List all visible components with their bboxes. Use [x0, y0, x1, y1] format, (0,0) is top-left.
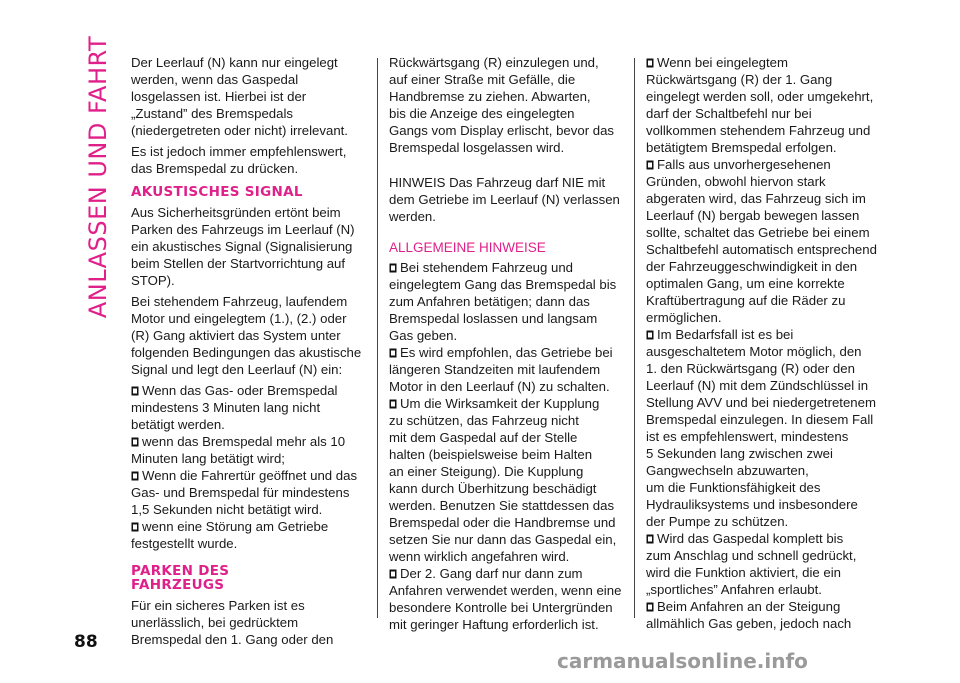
paragraph: Rückwärtsgang (R) einzulegen und, auf einer Straße mit Gefälle, die Handbremse zu ziehen. Abwarten, bis die Anzeige des eingelegten Gangs vom Display erlischt, bevor das Bremspedal losgelassen wird.: [389, 55, 615, 155]
bullet-item: Falls aus unvorhergesehenen Gründen, obwohl hiervon stark abgeraten wird, das Fahrzeug sich im Leerlauf (N) bergab bewegen lassen sollte, schaltet das Getriebe bei einem Schaltbefehl automatisch entsprechend der Fahrzeuggeschwindigkeit in den optimalen Gang, um eine korrekte Kraftübertragung auf die Räder zu ermöglichen.: [646, 157, 877, 325]
column-divider: [377, 58, 378, 618]
bullet-checkbox-icon: [131, 471, 139, 481]
paragraph: Aus Sicherheitsgründen ertönt beim Parken des Fahrzeugs im Leerlauf (N) ein akustisches Signal (Signalisierung beim Stellen der Startvorrichtung auf STOP).: [131, 205, 355, 288]
bullet-item: Wenn das Gas- oder Bremspedal mindestens 3 Minuten lang nicht betätigt werden.: [131, 383, 338, 432]
bullet-item: wenn das Bremspedal mehr als 10 Minuten lang betätigt wird;: [131, 434, 346, 466]
paragraph: Bei stehendem Fahrzeug, laufendem Motor und eingelegtem (1.), (2.) oder (R) Gang aktiviert das System unter folgenden Bedingungen das akustische Signal und legt den Leerlauf (N) ein:: [131, 294, 362, 377]
bullet-item: Es wird empfohlen, das Getriebe bei längeren Standzeiten mit laufendem Motor in den Leerlauf (N) zu schalten.: [389, 345, 613, 394]
bullet-checkbox-icon: [389, 399, 397, 409]
bullet-checkbox-icon: [131, 437, 139, 447]
bullet-checkbox-icon: [389, 348, 397, 358]
text-column-3: [646, 54, 882, 632]
bullet-item: Der 2. Gang darf nur dann zum Anfahren verwendet werden, wenn eine besondere Kontrolle bei Untergründen mit geringer Haftung erforderlich ist.: [389, 566, 622, 632]
text-column-2: [389, 54, 625, 633]
bullet-item: Beim Anfahren an der Steigung allmählich Gas geben, jedoch nach: [646, 599, 852, 631]
bullet-item: Wenn die Fahrertür geöffnet und das Gas- und Bremspedal für mindestens 1,5 Sekunden nicht betätigt wird.: [131, 468, 358, 517]
watermark-text: carmanualsonline.info: [557, 649, 808, 673]
paragraph: Für ein sicheres Parken ist es unerlässlich, bei gedrücktem Bremspedal den 1. Gang oder den: [131, 598, 334, 647]
bullet-item: Bei stehendem Fahrzeug und eingelegtem Gang das Bremspedal bis zum Anfahren betätigen; dann das Bremspedal loslassen und langsam Gas geben.: [389, 260, 617, 343]
chapter-title-text: ANLASSEN UND FAHRT: [84, 35, 112, 319]
note-paragraph: HINWEIS Das Fahrzeug darf NIE mit dem Getriebe im Leerlauf (N) verlassen werden.: [389, 175, 620, 224]
chapter-side-title: [78, 35, 118, 319]
bullet-checkbox-icon: [646, 602, 654, 612]
page-number: 88: [74, 632, 98, 652]
text-column-1: [131, 54, 367, 652]
bullet-checkbox-icon: [389, 569, 397, 579]
bullet-item: Wenn bei eingelegtem Rückwärtsgang (R) der 1. Gang eingelegt werden soll, oder umgekehrt, darf der Schaltbefehl nur bei vollkommen stehendem Fahrzeug und betätigtem Bremspedal erfolgen.: [646, 55, 874, 155]
bullet-checkbox-icon: [131, 522, 139, 532]
bullet-checkbox-icon: [131, 386, 139, 396]
bullet-checkbox-icon: [389, 263, 397, 273]
section-heading-akustisches-signal: AKUSTISCHES SIGNAL: [131, 184, 303, 200]
bullet-item: Um die Wirksamkeit der Kupplung zu schützen, das Fahrzeug nicht mit dem Gaspedal auf der Stelle halten (beispielsweise beim Halten an einer Steigung). Die Kupplung kann durch Überhitzung beschädigt werden. Benutzen Sie stattdessen das Bremspedal oder die Handbremse und setzen Sie nur dann das Gaspedal ein, wenn wirklich angefahren wird.: [389, 396, 617, 564]
bullet-checkbox-icon: [646, 58, 654, 68]
bullet-checkbox-icon: [646, 534, 654, 544]
bullet-item: Im Bedarfsfall ist es bei ausgeschaltetem Motor möglich, den 1. den Rückwärtsgang (R) oder den Leerlauf (N) mit dem Zündschlüssel in Stellung AVV und bei niedergetretenem Bremspedal einzulegen. In diesem Fall ist es empfehlenswert, mindestens 5 Sekunden lang zwischen zwei Gangwechseln abzuwarten, um die Funktionsfähigkeit des Hydrauliksystems und insbesondere der Pumpe zu schützen.: [646, 327, 876, 529]
bullet-item: Wird das Gaspedal komplett bis zum Anschlag und schnell gedrückt, wird die Funktion aktiviert, die ein „sportliches” Anfahren erlaubt.: [646, 531, 857, 597]
paragraph: Der Leerlauf (N) kann nur eingelegt werden, wenn das Gaspedal losgelassen ist. Hierbei ist der „Zustand” des Bremspedals (niedergetreten oder nicht) irrelevant.: [131, 55, 348, 138]
paragraph: Es ist jedoch immer empfehlenswert, das Bremspedal zu drücken.: [131, 144, 347, 176]
section-heading-parken: PARKEN DES FAHRZEUGS: [131, 563, 230, 593]
column-divider: [634, 58, 635, 618]
bullet-checkbox-icon: [646, 160, 654, 170]
section-heading-allgemeine-hinweise: ALLGEMEINE HINWEISE: [389, 240, 546, 255]
bullet-item: wenn eine Störung am Getriebe festgestellt wurde.: [131, 519, 329, 551]
bullet-checkbox-icon: [646, 330, 654, 340]
